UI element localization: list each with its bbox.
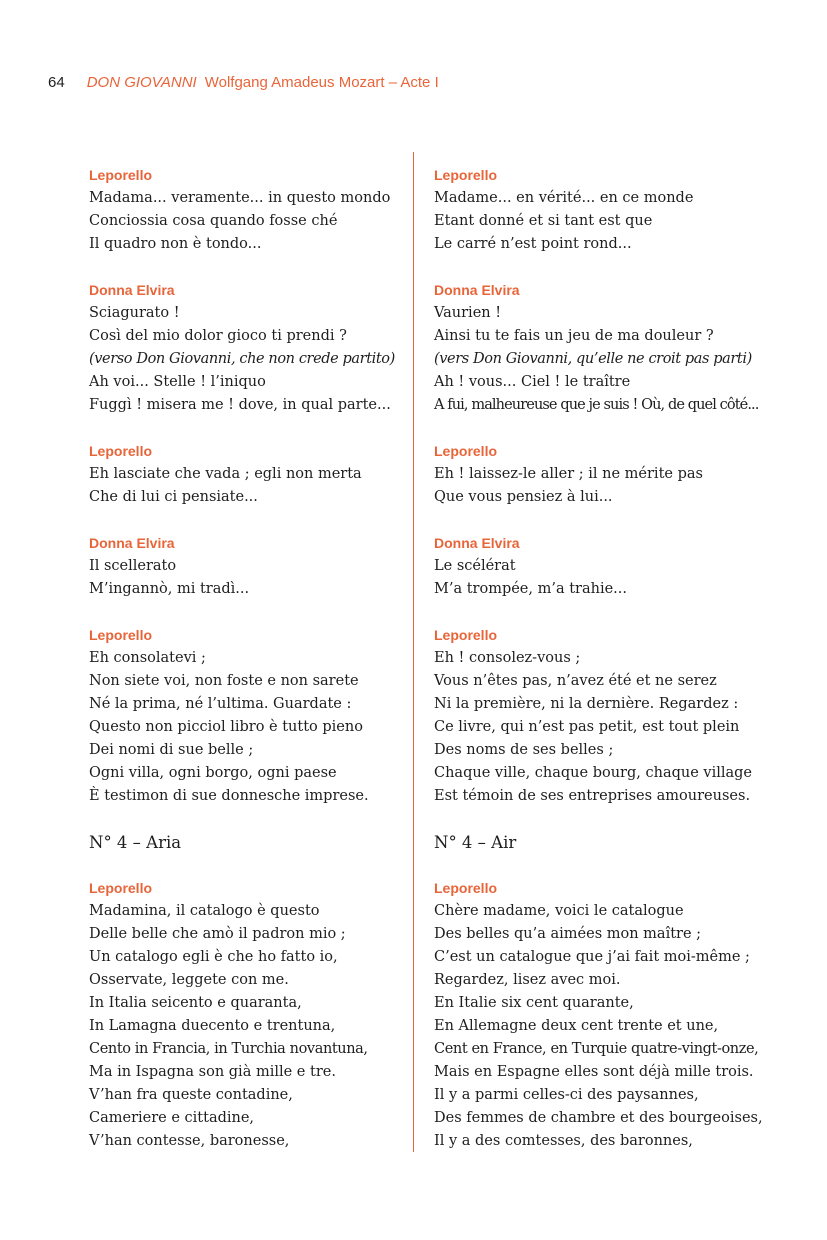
libretto-line: Eh ! laissez-le aller ; il ne mérite pas bbox=[434, 466, 703, 482]
libretto-line: Chère madame, voici le catalogue bbox=[434, 903, 684, 919]
libretto-line: Cento in Francia, in Turchia novantuna, bbox=[89, 1041, 368, 1057]
speaker-name: Donna Elvira bbox=[434, 282, 520, 298]
libretto-line: In Lamagna duecento e trentuna, bbox=[89, 1018, 336, 1034]
speaker-name: Donna Elvira bbox=[434, 535, 520, 551]
libretto-line: Vaurien ! bbox=[434, 305, 502, 321]
dialogue-block bbox=[89, 279, 401, 417]
dialogue-block bbox=[434, 624, 764, 808]
libretto-line: A fui, malheureuse que je suis ! Où, de quel côté... bbox=[434, 397, 759, 413]
libretto-line: Ma in Ispagna son già mille e tre. bbox=[89, 1064, 336, 1080]
libretto-line: M’ingannò, mi tradì... bbox=[89, 581, 250, 597]
libretto-line: Des femmes de chambre et des bourgeoises, bbox=[434, 1110, 763, 1126]
libretto-line: En Allemagne deux cent trente et une, bbox=[434, 1018, 719, 1034]
libretto-line: Des noms de ses belles ; bbox=[434, 742, 614, 758]
libretto-line: Eh consolatevi ; bbox=[89, 650, 206, 666]
libretto-line: Eh ! consolez-vous ; bbox=[434, 650, 581, 666]
dialogue-block bbox=[89, 624, 401, 808]
libretto-line: È testimon di sue donnesche imprese. bbox=[89, 788, 369, 804]
libretto-line: Etant donné et si tant est que bbox=[434, 213, 653, 229]
running-header bbox=[48, 72, 439, 94]
libretto-line: Regardez, lisez avec moi. bbox=[434, 972, 621, 988]
stage-direction: (verso Don Giovanni, che non crede partito) bbox=[89, 351, 395, 367]
libretto-line: Ah ! vous... Ciel ! le traître bbox=[434, 374, 631, 390]
libretto-line: Ogni villa, ogni borgo, ogni paese bbox=[89, 765, 337, 781]
libretto-line: Osservate, leggete con me. bbox=[89, 972, 289, 988]
column-divider bbox=[413, 152, 414, 1152]
libretto-line: Mais en Espagne elles sont déjà mille trois. bbox=[434, 1064, 754, 1080]
speaker-name: Leporello bbox=[89, 880, 153, 896]
libretto-line: Cent en France, en Turquie quatre-vingt-onze, bbox=[434, 1041, 759, 1057]
speaker-name: Leporello bbox=[89, 627, 153, 643]
dialogue-block bbox=[89, 877, 401, 1153]
dialogue-block bbox=[89, 532, 401, 601]
libretto-line: Ainsi tu te fais un jeu de ma douleur ? bbox=[434, 328, 714, 344]
stage-direction: (vers Don Giovanni, qu’elle ne croit pas parti) bbox=[434, 351, 752, 367]
libretto-line: Questo non picciol libro è tutto pieno bbox=[89, 719, 363, 735]
italian-column bbox=[89, 164, 401, 1176]
libretto-line: Cameriere e cittadine, bbox=[89, 1110, 255, 1126]
dialogue-block bbox=[89, 440, 401, 509]
libretto-line: V’han fra queste contadine, bbox=[89, 1087, 293, 1103]
section-heading: N° 4 – Aria bbox=[89, 833, 182, 852]
speaker-name: Leporello bbox=[434, 443, 498, 459]
libretto-line: Così del mio dolor gioco ti prendi ? bbox=[89, 328, 347, 344]
dialogue-block bbox=[434, 532, 764, 601]
libretto-line: Madamina, il catalogo è questo bbox=[89, 903, 320, 919]
libretto-line: Fuggì ! misera me ! dove, in qual parte... bbox=[89, 397, 391, 413]
libretto-line: Sciagurato ! bbox=[89, 305, 180, 321]
libretto-line: Conciossia cosa quando fosse ché bbox=[89, 213, 338, 229]
libretto-line: Non siete voi, non foste e non sarete bbox=[89, 673, 359, 689]
libretto-line: M’a trompée, m’a trahie... bbox=[434, 581, 628, 597]
libretto-line: Le scélérat bbox=[434, 558, 516, 574]
dialogue-block bbox=[89, 164, 401, 256]
libretto-line: Né la prima, né l’ultima. Guardate : bbox=[89, 696, 352, 712]
dialogue-block bbox=[434, 279, 764, 417]
libretto-line: Il quadro non è tondo... bbox=[89, 236, 262, 252]
opera-title: DON GIOVANNI bbox=[86, 74, 197, 91]
libretto-line: Vous n’êtes pas, n’avez été et ne serez bbox=[434, 673, 717, 689]
libretto-line: Des belles qu’a aimées mon maître ; bbox=[434, 926, 702, 942]
libretto-line: Que vous pensiez à lui... bbox=[434, 489, 613, 505]
speaker-name: Leporello bbox=[89, 167, 153, 183]
libretto-line: Est témoin de ses entreprises amoureuses. bbox=[434, 788, 751, 804]
libretto-line: Il y a parmi celles-ci des paysannes, bbox=[434, 1087, 699, 1103]
libretto-line: Eh lasciate che vada ; egli non merta bbox=[89, 466, 362, 482]
speaker-name: Leporello bbox=[434, 880, 498, 896]
libretto-line: Che di lui ci pensiate... bbox=[89, 489, 258, 505]
libretto-line: Ah voi... Stelle ! l’iniquo bbox=[89, 374, 266, 390]
libretto-line: Le carré n’est point rond... bbox=[434, 236, 632, 252]
dialogue-block bbox=[434, 440, 764, 509]
page-number: 64 bbox=[48, 74, 65, 91]
libretto-line: Ce livre, qui n’est pas petit, est tout plein bbox=[434, 719, 740, 735]
libretto-line: C’est un catalogue que j’ai fait moi-même ; bbox=[434, 949, 750, 965]
libretto-line: Un catalogo egli è che ho fatto io, bbox=[89, 949, 338, 965]
section-heading: N° 4 – Air bbox=[434, 833, 517, 852]
speaker-name: Donna Elvira bbox=[89, 282, 175, 298]
speaker-name: Leporello bbox=[434, 167, 498, 183]
dialogue-block bbox=[434, 164, 764, 256]
libretto-line: En Italie six cent quarante, bbox=[434, 995, 634, 1011]
speaker-name: Leporello bbox=[434, 627, 498, 643]
libretto-line: Madama... veramente... in questo mondo bbox=[89, 190, 391, 206]
libretto-line: Delle belle che amò il padron mio ; bbox=[89, 926, 346, 942]
libretto-line: Chaque ville, chaque bourg, chaque village bbox=[434, 765, 753, 781]
header-subtitle: Wolfgang Amadeus Mozart – Acte I bbox=[204, 74, 439, 91]
dialogue-block bbox=[434, 877, 764, 1153]
libretto-line: Il scellerato bbox=[89, 558, 177, 574]
libretto-line: Il y a des comtesses, des baronnes, bbox=[434, 1133, 693, 1149]
speaker-name: Leporello bbox=[89, 443, 153, 459]
libretto-line: Dei nomi di sue belle ; bbox=[89, 742, 254, 758]
libretto-line: Madame... en vérité... en ce monde bbox=[434, 190, 694, 206]
libretto-line: V’han contesse, baronesse, bbox=[89, 1133, 290, 1149]
speaker-name: Donna Elvira bbox=[89, 535, 175, 551]
french-column bbox=[434, 164, 764, 1176]
libretto-line: Ni la première, ni la dernière. Regardez : bbox=[434, 696, 739, 712]
libretto-line: In Italia seicento e quaranta, bbox=[89, 995, 302, 1011]
